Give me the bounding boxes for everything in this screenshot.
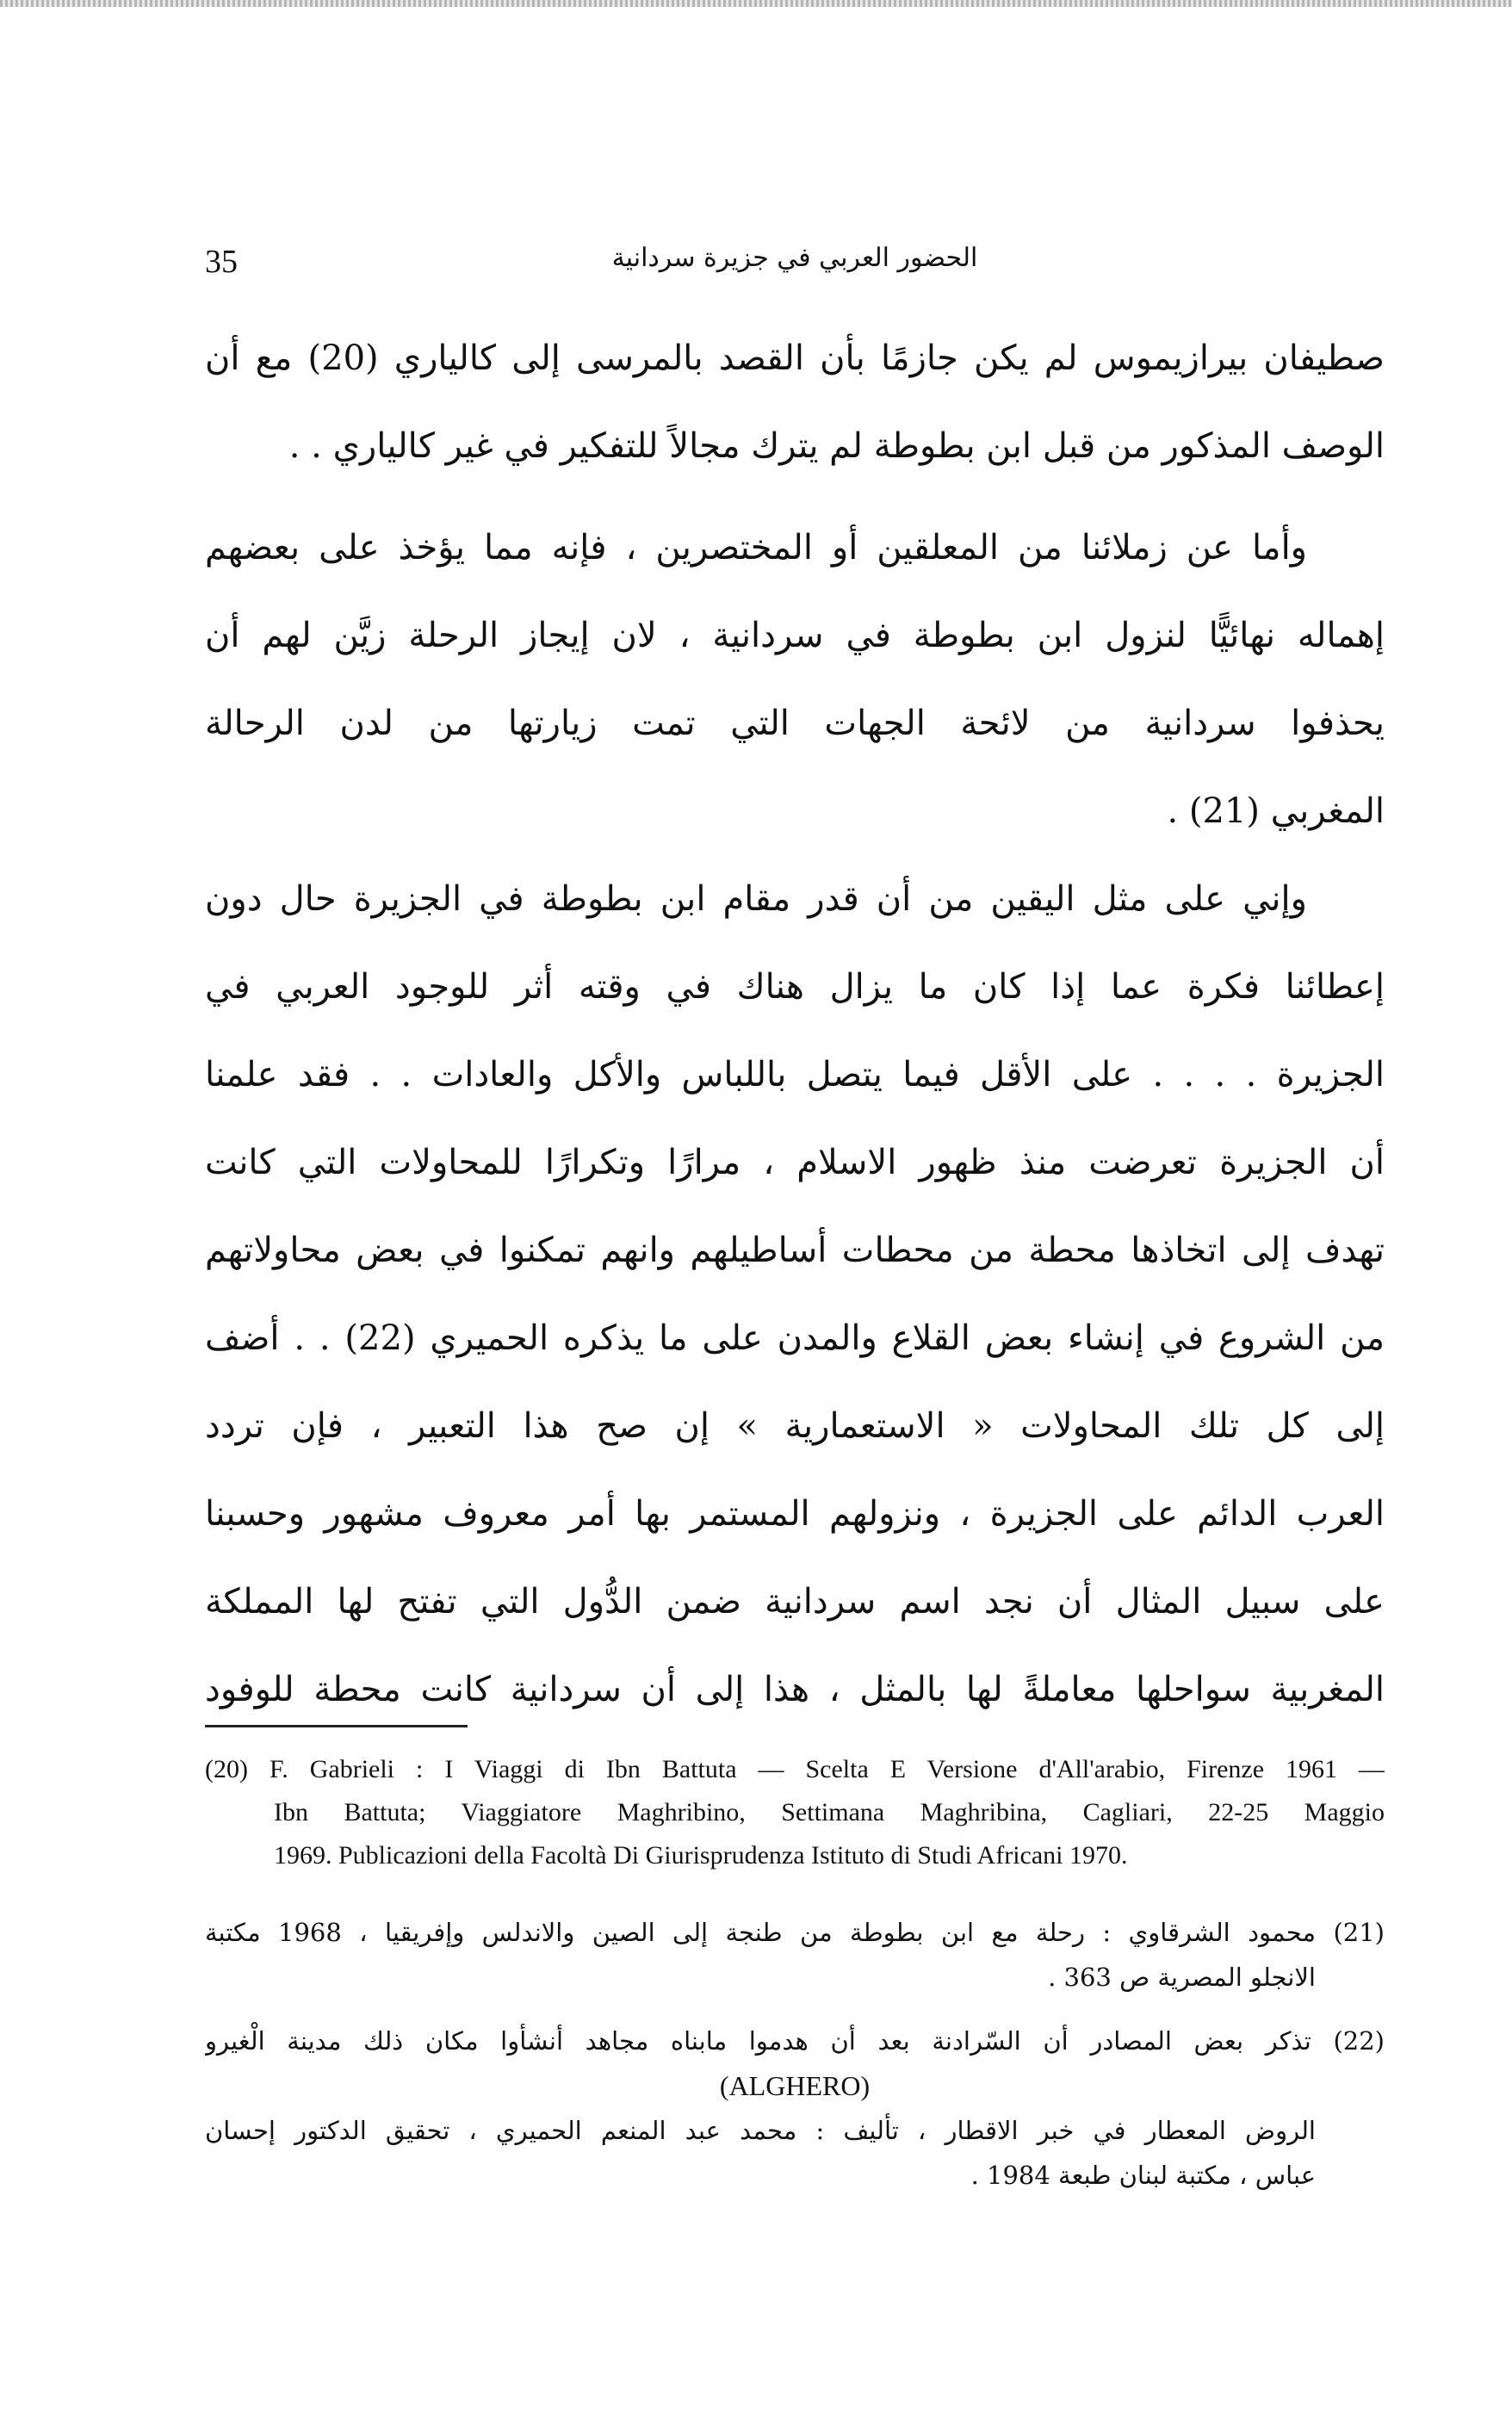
footnote-line: الانجلو المصرية ص 363 . [1048,1963,1316,1992]
footnote-21 [205,1910,1385,2000]
footnote-line: Ibn Battuta; Viaggiatore Maghribino, Settimana Maghribina, Cagliari, 22-25 Maggio [274,1798,1385,1826]
page-header [205,243,1385,295]
text-line: إلى كل تلك المحاولات « الاستعمارية » إن صح هذا التعبير ، فإن تردد [205,1406,1385,1446]
text-line: المغربية سواحلها معاملةً لها بالمثل ، هذا إلى أن سردانية كانت محطة للوفود [205,1670,1385,1709]
text-line: وإني على مثل اليقين من أن قدر مقام ابن بطوطة في الجزيرة حال دون [205,879,1307,919]
footnote-line: (ALGHERO) [719,2070,871,2101]
text-line: يحذفوا سردانية من لائحة الجهات التي تمت زيارتها من لدن الرحالة [205,704,1385,743]
text-line: من الشروع في إنشاء بعض القلاع والمدن على ما يذكره الحميري (22) . . أضف [205,1318,1385,1358]
text-line: تهدف إلى اتخاذها محطة من محطات أساطيلهم وانهم تمكنوا في بعض محاولاتهم [205,1231,1385,1270]
footnote-line: (22) تذكر بعض المصادر أن السّرادنة بعد أن هدموا مابناه مجاهد أنشأوا مكان ذلك مدينة الْغيرو [205,2026,1385,2056]
footnote-line: 1969. Publicazioni della Facoltà Di Giurisprudenza Istituto di Studi Africani 1970. [274,1841,1128,1870]
text-line: العرب الدائم على الجزيرة ، ونزولهم المستمر بها أمر معروف مشهور وحسبنا [205,1494,1385,1534]
footnote-line: (21) محمود الشرقاوي : رحلة مع ابن بطوطة من طنجة إلى الصين والاندلس وإفريقيا ، 1968 مكتبة [205,1918,1385,1947]
footnote-20 [205,1748,1385,1877]
footnote-line: عباس ، مكتبة لبنان طبعة 1984 . [970,2161,1316,2190]
footnote-22 [205,2019,1385,2198]
running-title: الحضور العربي في جزيرة سردانية [611,243,978,273]
footnote-separator [205,1725,468,1727]
text-line: الجزيرة . . . . على الأقل فيما يتصل باللباس والأكل والعادات . . فقد علمنا [205,1055,1385,1095]
text-line: صطيفان بيرازيموس لم يكن جازمًا بأن القصد بالمرسى إلى كالياري (20) مع أن [205,338,1385,378]
scan-top-edge [0,0,1512,7]
text-line: وأما عن زملائنا من المعلقين أو المختصرين ، فإنه مما يؤخذ على بعضهم [205,528,1307,567]
page-number: 35 [205,244,238,280]
text-line: على سبيل المثال أن نجد اسم سردانية ضمن الدُّول التي تفتح لها المملكة [205,1582,1385,1622]
text-line: إعطائنا فكرة عما إذا كان ما يزال هناك في وقته أثر للوجود العربي في [205,967,1385,1007]
text-line: إهماله نهائيًّا لنزول ابن بطوطة في سردانية ، لان إيجاز الرحلة زيَّن لهم أن [205,616,1385,655]
main-text [205,314,1385,1733]
footnotes-arabic [205,1910,1385,2198]
text-line: أن الجزيرة تعرضت منذ ظهور الاسلام ، مرارًا وتكرارًا للمحاولات التي كانت [205,1143,1385,1182]
text-line: المغربي (21) . [1167,791,1385,831]
footnote-line: (20) F. Gabrieli : I Viaggi di Ibn Battuta — Scelta E Versione d'All'arabio, Firenze 1961 — [205,1755,1385,1783]
footnote-line: الروض المعطار في خبر الاقطار ، تأليف : محمد عبد المنعم الحميري ، تحقيق الدكتور إحسان [205,2116,1316,2145]
text-line: الوصف المذكور من قبل ابن بطوطة لم يترك مجالاً للتفكير في غير كالياري . . [288,426,1385,466]
